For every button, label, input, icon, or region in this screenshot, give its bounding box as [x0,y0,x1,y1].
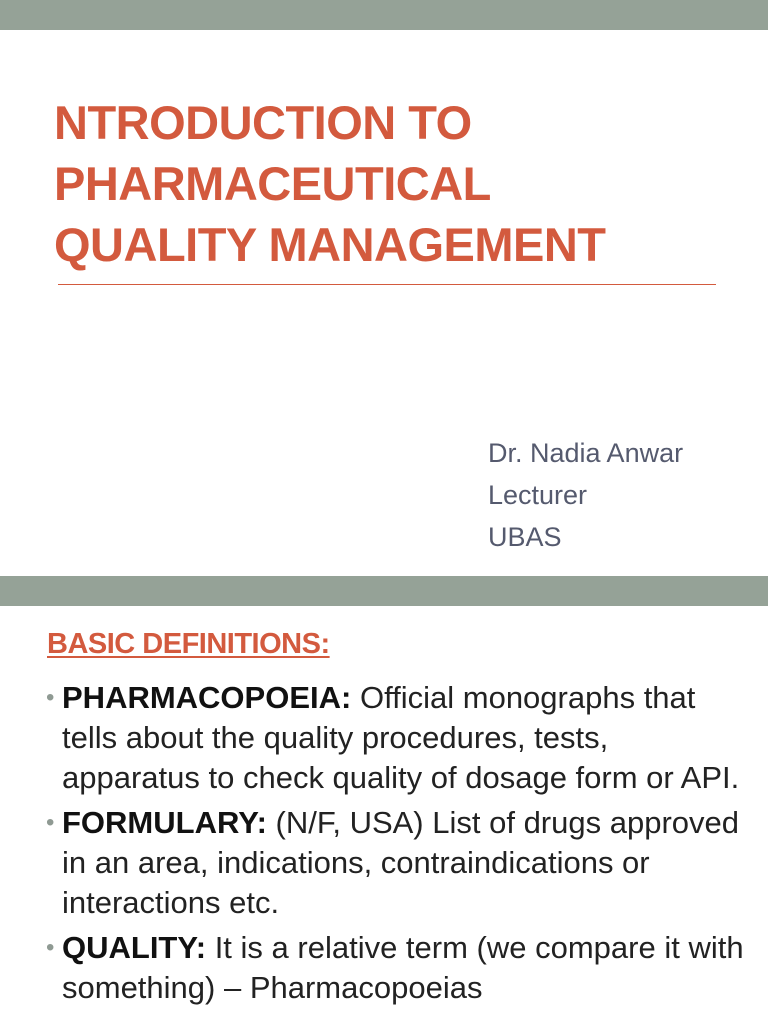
list-item [46,928,746,1008]
section-heading: BASIC DEFINITIONS: [47,628,330,660]
presenter-info [488,432,683,558]
definition-text: (N/F, USA) List of drugs approved in an area, indications, contraindications or interactions etc. [62,805,739,920]
definition-term: FORMULARY: [62,805,267,840]
title-line: NTRODUCTION TO [54,96,472,149]
slide-separator-band [0,576,768,606]
title-divider [58,284,716,285]
slide-title [54,92,744,275]
definition-text: Official monographs that tells about the quality procedures, tests, apparatus to check quality of dosage form or API. [62,680,740,795]
top-band [0,0,768,30]
presenter-institution: UBAS [488,522,562,552]
bullet-icon: • [46,809,55,836]
bullet-icon: • [46,934,55,961]
bullet-icon: • [46,684,55,711]
definition-text: It is a relative term (we compare it with something) – Pharmacopoeias [62,930,744,1005]
list-item [46,678,746,798]
title-line: PHARMACEUTICAL [54,157,491,210]
title-line: QUALITY MANAGEMENT [54,218,606,271]
presenter-name: Dr. Nadia Anwar [488,438,684,468]
definitions-list [46,678,746,1013]
definition-term: QUALITY: [62,930,207,965]
list-item [46,803,746,923]
definition-term: PHARMACOPOEIA: [62,680,352,715]
presenter-role: Lecturer [488,480,588,510]
